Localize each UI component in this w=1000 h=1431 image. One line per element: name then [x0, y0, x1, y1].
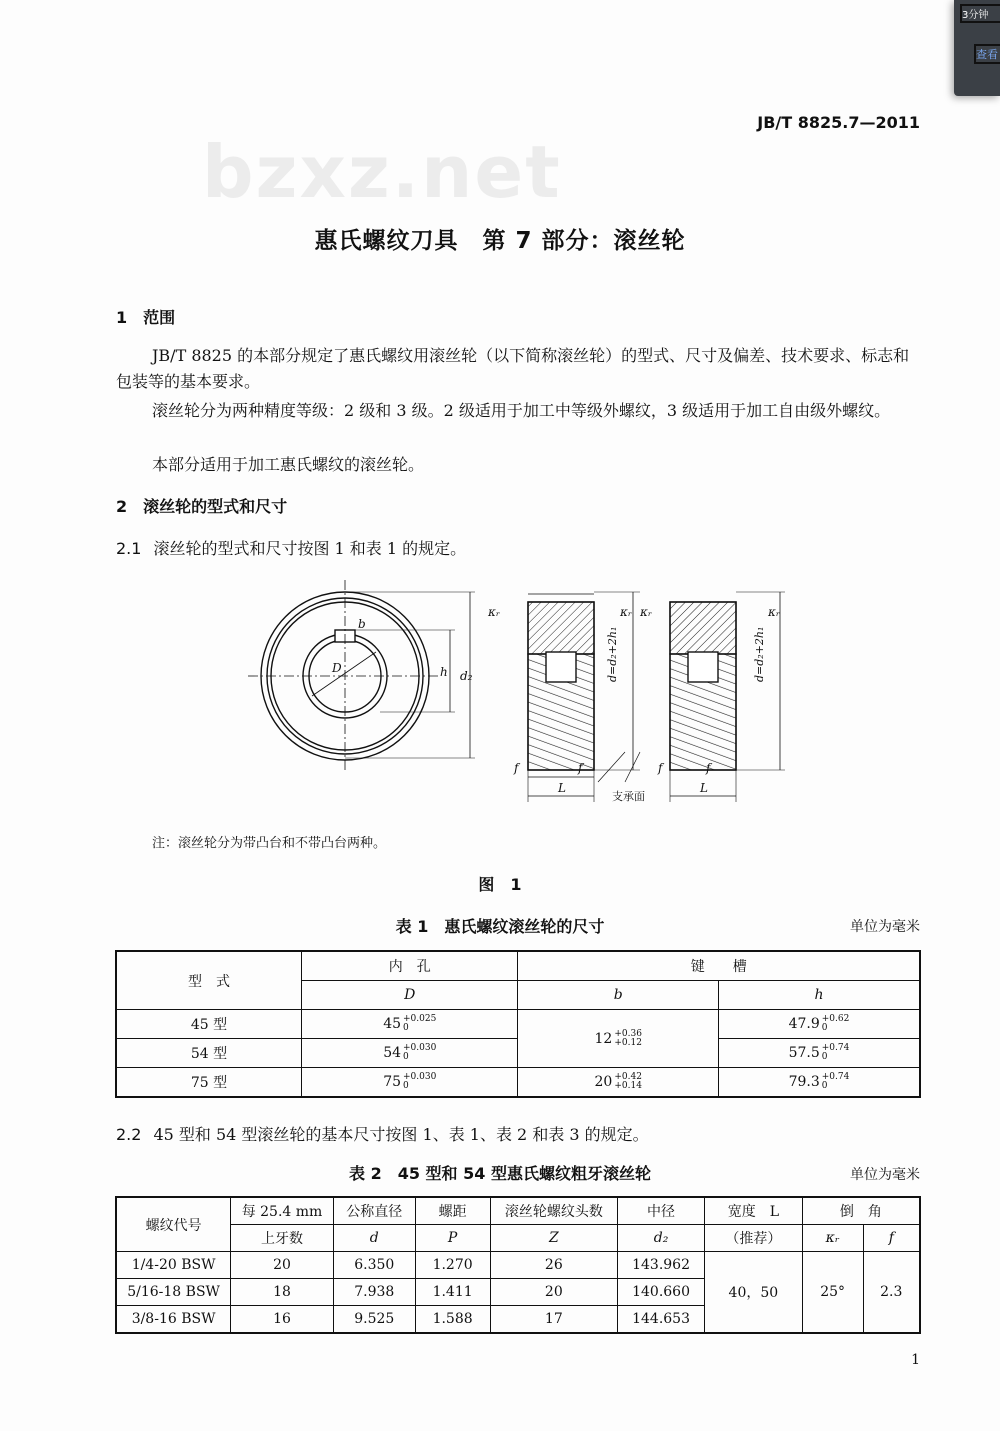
- section-1-para-1: JB/T 8825 的本部分规定了惠氏螺纹用滚丝轮（以下简称滚丝轮）的型式、尺寸及偏差、技术要求、标志和包装等的基本要求。: [116, 346, 910, 391]
- cell-h-value: 57.5: [788, 1045, 820, 1061]
- table-row: [116, 1197, 920, 1225]
- cell-kr: 25°: [802, 1252, 863, 1334]
- label-D: D: [332, 661, 342, 675]
- cell-h-tolerance: [822, 1015, 850, 1033]
- cell-b-tolerance: [614, 1030, 642, 1048]
- label-d2: d₂: [460, 669, 473, 683]
- label-kr-right: κᵣ: [620, 605, 633, 619]
- header-chamfer: 倒 角: [802, 1197, 920, 1225]
- label-kr-left: κᵣ: [488, 605, 501, 619]
- table-row: [116, 1225, 920, 1252]
- tol-lower: 0: [403, 1023, 409, 1033]
- cell-width: 40，50: [704, 1252, 802, 1334]
- table-1-title: 表 1 惠氏螺纹滚丝轮的尺寸: [395, 917, 605, 936]
- label-f-1: f: [514, 761, 519, 775]
- label-d-formula-2: d=d₂+2h₁: [753, 626, 766, 682]
- tol-upper: +0.42: [614, 1072, 642, 1082]
- tol-upper: +0.36: [614, 1028, 642, 1039]
- header-type: 型 式: [116, 951, 302, 1010]
- cell-code: 5/16-18 BSW: [116, 1279, 231, 1306]
- header-keyway: 键 槽: [518, 951, 920, 981]
- label-f-2: f: [578, 761, 583, 775]
- figure-caption: 图 1: [478, 875, 522, 894]
- label-kr-left-2: κᵣ: [640, 605, 653, 619]
- cell-b-value: 12: [594, 1030, 613, 1047]
- cell-d2: 144.653: [618, 1306, 705, 1334]
- cell-D-value: 75: [383, 1074, 402, 1090]
- label-f-4: f: [706, 761, 711, 775]
- overlay-view-link[interactable]: 查看: [974, 44, 1000, 64]
- header-width-sub: （推荐）: [704, 1225, 802, 1252]
- page-number: 1: [911, 1352, 920, 1368]
- cell-P: 1.270: [415, 1252, 490, 1279]
- header-pitch: 螺距: [415, 1197, 490, 1225]
- cell-D-value: 45: [383, 1016, 402, 1032]
- table-row: [116, 1252, 920, 1279]
- header-h: h: [718, 981, 920, 1010]
- cell-b: [518, 1010, 718, 1068]
- cell-d: 9.525: [333, 1306, 415, 1334]
- clause-2-1-text: 滚丝轮的型式和尺寸按图 1 和表 1 的规定。: [153, 539, 467, 558]
- cell-D-tolerance: [403, 1073, 436, 1091]
- cell-D-tolerance: [403, 1015, 436, 1033]
- header-starts-sub: Z: [490, 1225, 618, 1252]
- table-2: [115, 1196, 921, 1334]
- header-tpi: 每 25.4 mm: [231, 1197, 334, 1225]
- label-f-3: f: [658, 761, 663, 775]
- figure-1-drawing: [240, 572, 800, 812]
- tol-upper: +0.62: [821, 1014, 850, 1024]
- cell-b-tolerance: [614, 1073, 642, 1091]
- cell-d: 7.938: [333, 1279, 415, 1306]
- tol-upper: +0.74: [821, 1043, 850, 1053]
- section-1-heading: 1 范围: [116, 308, 176, 327]
- cell-D-tolerance: [403, 1044, 436, 1062]
- cell-D: [302, 1010, 518, 1039]
- cell-h: [718, 1039, 920, 1068]
- table-2-title: 表 2 45 型和 54 型惠氏螺纹粗牙滚丝轮: [349, 1164, 651, 1183]
- header-f: f: [863, 1225, 920, 1252]
- cell-D-value: 54: [383, 1045, 402, 1061]
- cell-code: 1/4-20 BSW: [116, 1252, 231, 1279]
- table-row: [116, 1010, 920, 1039]
- cell-tpi: 18: [231, 1279, 334, 1306]
- cell-Z: 20: [490, 1279, 618, 1306]
- tol-upper: +0.025: [403, 1014, 437, 1024]
- side-view-with-boss: [528, 592, 640, 802]
- table-2-unit: 单位为毫米: [850, 1167, 920, 1183]
- side-overlay-panel[interactable]: [954, 0, 1000, 96]
- tol-lower: 0: [821, 1081, 828, 1091]
- header-pitch-dia: 中径: [618, 1197, 705, 1225]
- tol-upper: +0.74: [821, 1072, 850, 1082]
- overlay-time-label: 3分钟: [960, 4, 1000, 23]
- label-b: b: [358, 617, 366, 631]
- header-pitch-dia-sub: d₂: [618, 1225, 705, 1252]
- cell-tpi: 20: [231, 1252, 334, 1279]
- watermark: bzxz.net: [202, 130, 562, 214]
- header-width: 宽度 L: [704, 1197, 802, 1225]
- header-b: b: [518, 981, 718, 1010]
- cell-Z: 17: [490, 1306, 618, 1334]
- tol-upper: +0.030: [403, 1043, 437, 1053]
- cell-D: [302, 1068, 518, 1098]
- header-kr: κᵣ: [802, 1225, 863, 1252]
- tol-lower: 0: [821, 1052, 828, 1062]
- header-tpi-sub: 上牙数: [231, 1225, 334, 1252]
- cell-type: 45 型: [116, 1010, 302, 1039]
- tol-lower: +0.12: [614, 1037, 642, 1048]
- table-1-unit: 单位为毫米: [850, 919, 920, 935]
- header-starts: 滚丝轮螺纹头数: [490, 1197, 618, 1225]
- cell-d2: 140.660: [618, 1279, 705, 1306]
- tol-upper: +0.030: [403, 1072, 437, 1082]
- cell-d2: 143.962: [618, 1252, 705, 1279]
- tol-lower: 0: [821, 1023, 828, 1033]
- figure-note: 注：滚丝轮分为带凸台和不带凸台两种。: [152, 836, 387, 851]
- page-title: 惠氏螺纹刀具 第 7 部分：滚丝轮: [314, 228, 686, 254]
- tol-lower: 0: [403, 1081, 409, 1091]
- cell-type: 75 型: [116, 1068, 302, 1098]
- cell-type: 54 型: [116, 1039, 302, 1068]
- cell-h-value: 47.9: [788, 1016, 820, 1032]
- label-d-formula-1: d=d₂+2h₁: [606, 626, 619, 682]
- label-L-2: L: [700, 781, 708, 795]
- label-h: h: [440, 665, 448, 679]
- cell-h-tolerance: [822, 1044, 850, 1062]
- cell-h-value: 79.3: [788, 1074, 820, 1090]
- header-pitch-sub: P: [415, 1225, 490, 1252]
- cell-f: 2.3: [863, 1252, 920, 1334]
- table-row: [116, 951, 920, 981]
- cell-h-tolerance: [822, 1073, 850, 1091]
- section-1-para-3: 本部分适用于加工惠氏螺纹的滚丝轮。: [152, 455, 425, 474]
- header-code: 螺纹代号: [116, 1197, 231, 1252]
- table-1: [115, 950, 921, 1098]
- section-1-para-2: 滚丝轮分为两种精度等级：2 级和 3 级。2 级适用于加工中等级外螺纹，3 级适用于加工自由级外螺纹。: [152, 401, 891, 420]
- clause-2-2: [116, 1122, 649, 1145]
- header-dia: 公称直径: [333, 1197, 415, 1225]
- cell-Z: 26: [490, 1252, 618, 1279]
- label-support-face: 支承面: [612, 790, 645, 803]
- clause-2-2-text: 45 型和 54 型滚丝轮的基本尺寸按图 1、表 1、表 2 和表 3 的规定。: [153, 1125, 649, 1144]
- label-L-1: L: [558, 781, 566, 795]
- cell-D: [302, 1039, 518, 1068]
- cell-h: [718, 1068, 920, 1098]
- clause-2-1: [116, 536, 466, 559]
- table-row: [116, 1068, 920, 1098]
- tol-lower: 0: [403, 1052, 409, 1062]
- cell-code: 3/8-16 BSW: [116, 1306, 231, 1334]
- section-2-heading: 2 滚丝轮的型式和尺寸: [116, 497, 288, 516]
- header-D: D: [302, 981, 518, 1010]
- side-view-without-boss: [598, 592, 785, 802]
- cell-h: [718, 1010, 920, 1039]
- header-bore: 内 孔: [302, 951, 518, 981]
- clause-2-1-number: 2.1: [116, 539, 142, 558]
- cell-tpi: 16: [231, 1306, 334, 1334]
- header-dia-sub: d: [333, 1225, 415, 1252]
- cell-d: 6.350: [333, 1252, 415, 1279]
- tol-lower: +0.14: [614, 1081, 642, 1091]
- cell-P: 1.411: [415, 1279, 490, 1306]
- cell-b-value: 20: [594, 1074, 613, 1090]
- cell-b: [518, 1068, 718, 1098]
- clause-2-2-number: 2.2: [116, 1125, 142, 1144]
- standard-number: JB/T 8825.7—2011: [757, 113, 920, 132]
- label-kr-right-2: κᵣ: [768, 605, 781, 619]
- cell-P: 1.588: [415, 1306, 490, 1334]
